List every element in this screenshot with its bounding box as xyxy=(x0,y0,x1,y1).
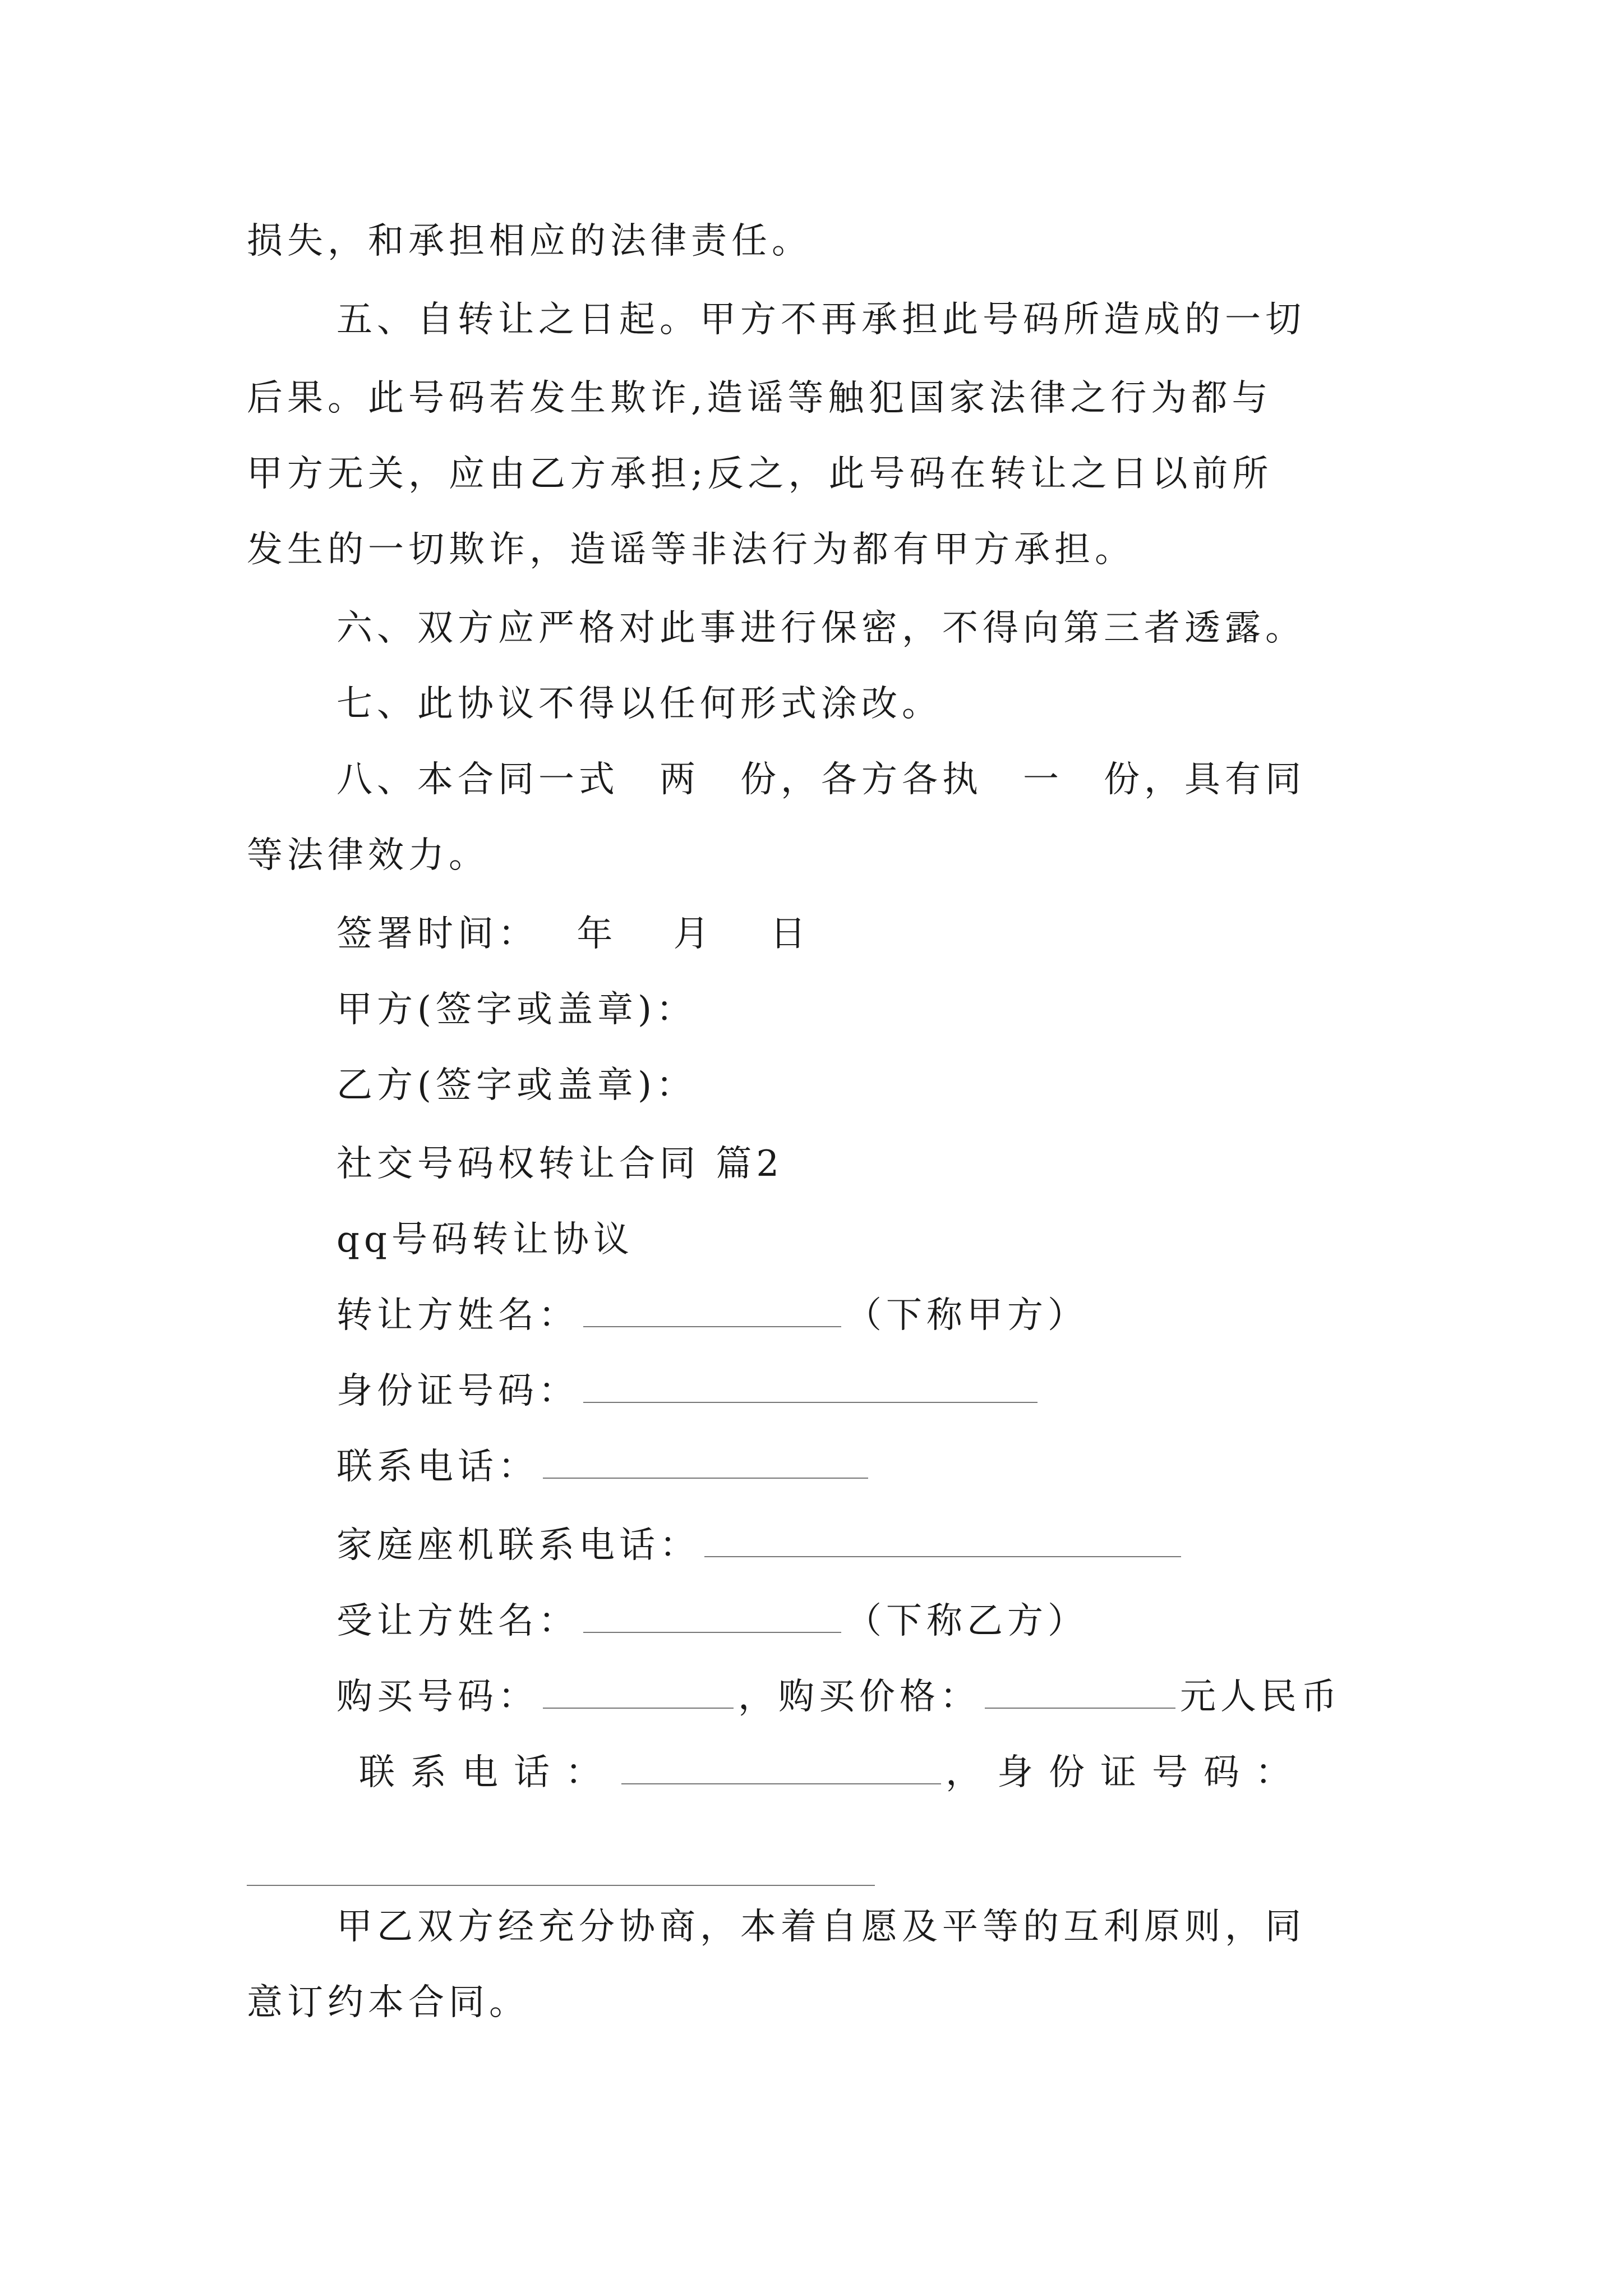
final-paragraph-line-2: 意订约本合同。 xyxy=(247,1982,529,2023)
transferee-name-row xyxy=(336,1599,1475,1644)
transferee-suffix: （下称乙方） xyxy=(846,1600,1088,1642)
clause-five-line-3: 甲方无关，应由乙方承担;反之，此号码在转让之日以前所 xyxy=(247,453,1273,495)
transferor-suffix: （下称甲方） xyxy=(846,1295,1088,1336)
contact-row xyxy=(359,1750,1497,1795)
buy-number-blank[interactable] xyxy=(543,1676,734,1709)
buy-price-suffix: 元人民币 xyxy=(1180,1676,1341,1718)
transferee-name-blank[interactable] xyxy=(583,1600,841,1633)
purchase-row xyxy=(336,1674,1475,1719)
buy-number-label: 购买号码： xyxy=(336,1676,538,1718)
id-number-blank[interactable] xyxy=(583,1370,1038,1403)
clause-eight-line-2: 等法律效力。 xyxy=(247,835,489,876)
phone-blank[interactable] xyxy=(543,1446,868,1479)
clause-eight-line-1: 八、本合同一式 两 份，各方各执 一 份，具有同 xyxy=(336,759,1306,800)
clause-five-line-4: 发生的一切欺诈，造谣等非法行为都有甲方承担。 xyxy=(247,529,1135,570)
clause-six: 六、双方应严格对此事进行保密，不得向第三者透露。 xyxy=(336,608,1306,649)
phone-label: 联系电话： xyxy=(336,1446,538,1488)
final-paragraph-line-1: 甲乙双方经充分协商，本着自愿及平等的互利原则，同 xyxy=(336,1906,1306,1948)
section-title: 社交号码权转让合同 篇2 xyxy=(336,1143,784,1185)
contact-separator: ， xyxy=(946,1752,997,1793)
contact-phone-label: 联系电话： xyxy=(359,1752,617,1793)
transferor-name-row xyxy=(336,1293,1475,1338)
buy-price-label: ，购买价格： xyxy=(738,1676,980,1718)
signing-date: 签署时间： 年 月 日 xyxy=(336,913,811,955)
clause-five-line-2: 后果。此号码若发生欺诈,造谣等触犯国家法律之行为都与 xyxy=(247,378,1272,419)
buy-price-blank[interactable] xyxy=(985,1676,1175,1709)
id-number-row xyxy=(336,1369,1475,1414)
phone-row xyxy=(336,1444,1475,1489)
paragraph-text: 损失，和承担相应的法律责任。 xyxy=(247,220,812,262)
transferor-name-blank[interactable] xyxy=(583,1295,841,1327)
clause-five-line-1: 五、自转让之日起。甲方不再承担此号码所造成的一切 xyxy=(336,299,1306,341)
transferor-name-label: 转让方姓名： xyxy=(336,1295,579,1336)
party-a-signature: 甲方(签字或盖章)： xyxy=(336,989,697,1030)
home-phone-blank[interactable] xyxy=(704,1525,1181,1557)
home-phone-row xyxy=(336,1523,1475,1568)
home-phone-label: 家庭座机联系电话： xyxy=(336,1525,700,1566)
contact-phone-blank[interactable] xyxy=(621,1752,941,1784)
party-b-signature: 乙方(签字或盖章)： xyxy=(336,1065,697,1106)
contact-id-blank-line[interactable] xyxy=(247,1885,875,1886)
transferee-name-label: 受让方姓名： xyxy=(336,1600,579,1642)
clause-seven: 七、此协议不得以任何形式涂改。 xyxy=(336,683,942,725)
contact-id-label: 身份证号码： xyxy=(997,1752,1307,1793)
agreement-title: qq号码转让协议 xyxy=(336,1219,634,1260)
id-number-label: 身份证号码： xyxy=(336,1370,579,1412)
